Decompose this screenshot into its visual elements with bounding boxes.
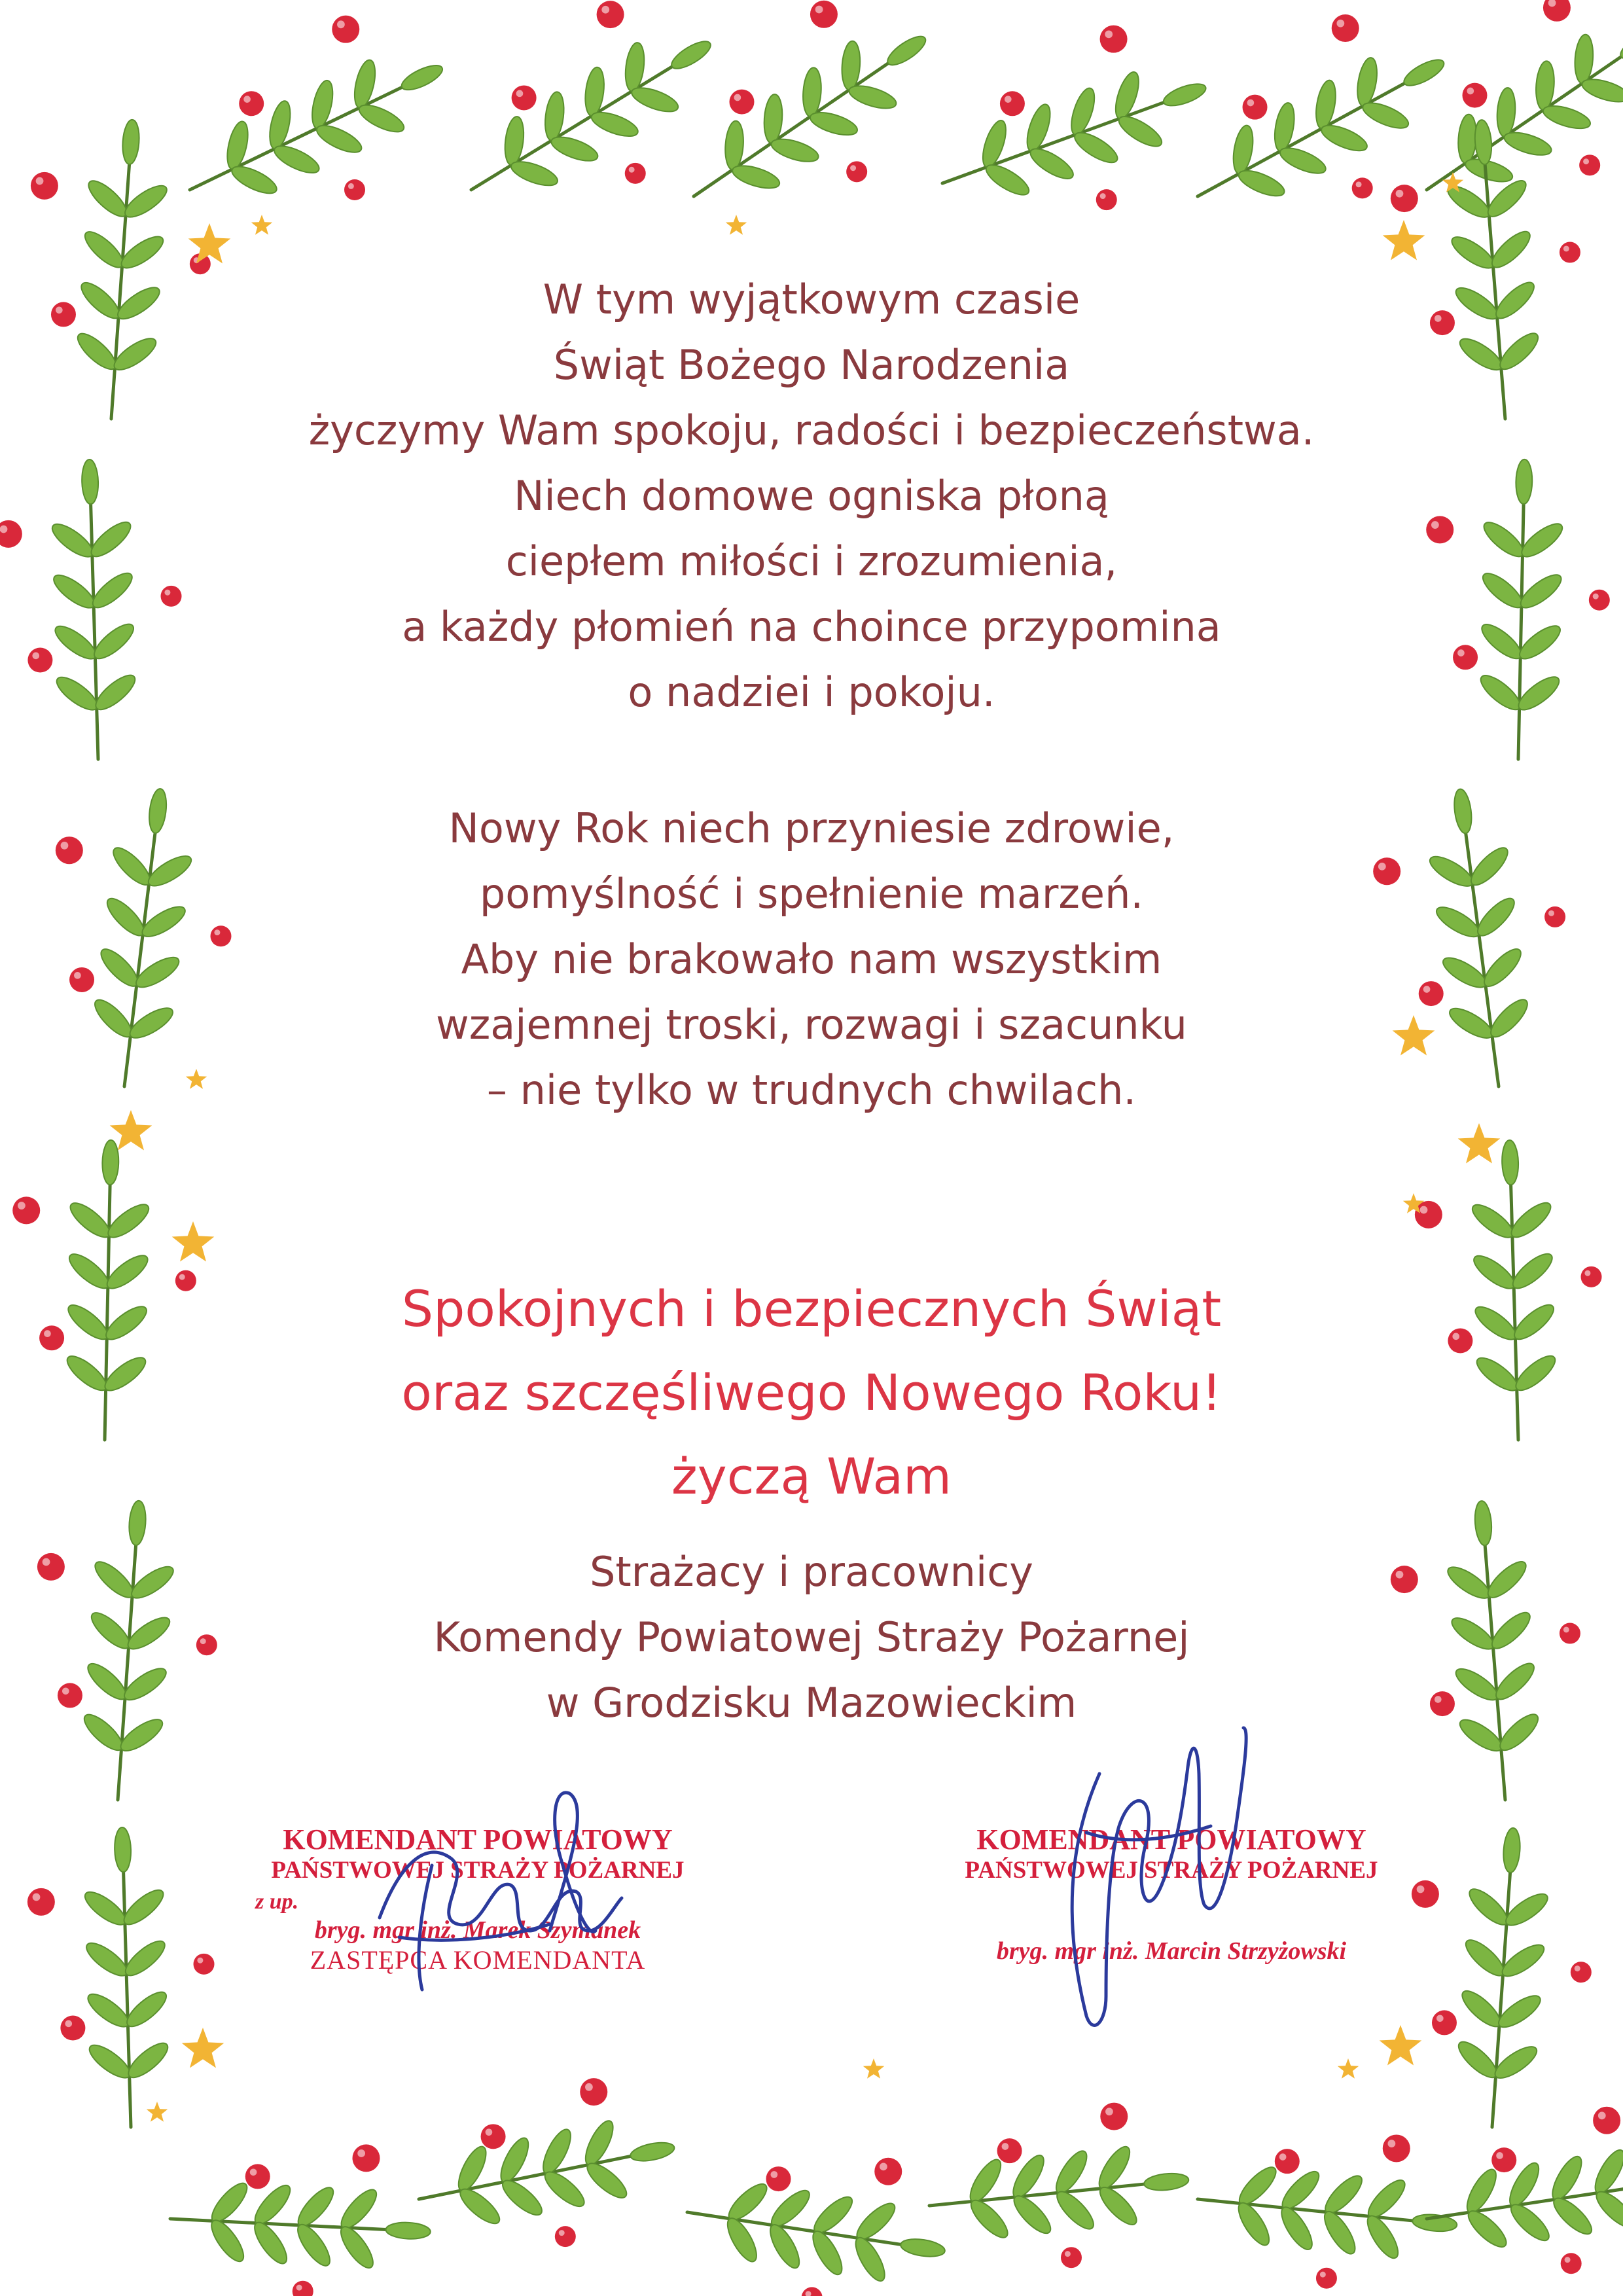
leaf-decoration [1495,1709,1543,1755]
berry-highlight-decoration [1563,245,1569,251]
berry-decoration [56,836,83,864]
leaf-decoration [120,1936,169,1981]
leaf-decoration [65,1249,114,1294]
berry-decoration [1593,2107,1620,2134]
leaf-decoration [629,83,681,117]
leaf-decoration [63,1300,113,1345]
leaf-decoration [1067,86,1099,138]
berry-decoration [580,2078,607,2106]
leaf-decoration [102,1140,119,1185]
berry-decoration [27,1888,55,1916]
berry-decoration [344,179,365,200]
leaf-decoration [1487,1607,1535,1654]
berry-highlight-decoration [36,177,44,185]
leaf-decoration [62,1351,111,1396]
berry-decoration [239,91,264,116]
berry-decoration [1426,516,1454,543]
berry-highlight-decoration [0,526,7,533]
greeting-line: życzymy Wam spokoju, radości i bezpieczeństwa. [308,406,1315,454]
new-year-line: Aby nie brakowało nam wszystkim [461,935,1162,983]
berry-decoration [1419,981,1444,1006]
star-decoration [147,2102,168,2122]
berry-highlight-decoration [1356,181,1362,187]
berry-highlight-decoration [18,1202,26,1210]
berry-decoration [1432,2010,1457,2035]
berry-decoration [1100,26,1128,53]
leaf-decoration [1516,459,1533,505]
leaf-decoration [1483,1556,1531,1603]
berry-decoration [874,2158,902,2185]
stamp-left-name: bryg. mgr inż. Marek Szymanek [314,1916,641,1944]
leaf-decoration [399,61,446,95]
berry-highlight-decoration [1005,96,1012,103]
stamp-left-title: KOMENDANT POWIATOWY [283,1823,673,1856]
leaf-decoration [1465,1884,1513,1930]
stem-decoration [190,87,402,190]
berry-highlight-decoration [601,6,609,14]
berry-highlight-decoration [1320,2272,1326,2278]
berry-highlight-decoration [197,1958,203,1964]
leaf-decoration [65,1198,115,1243]
berry-highlight-decoration [214,929,220,935]
leaf-decoration [899,2236,946,2259]
leaf-decoration [81,459,99,505]
leaf-decoration [1580,75,1623,106]
leaf-decoration [883,31,929,70]
berry-decoration [1383,2134,1410,2162]
star-decoration [863,2058,884,2079]
leaf-decoration [88,568,137,613]
leaf-decoration [1454,2037,1502,2083]
berry-decoration [1061,2247,1082,2268]
berry-highlight-decoration [1105,2108,1113,2115]
berry-highlight-decoration [1423,986,1431,993]
berry-decoration [12,1196,40,1224]
berry-decoration [1096,189,1117,210]
leaf-decoration [313,120,365,158]
leaf-decoration [1095,2182,1142,2230]
leaf-decoration [1115,111,1166,152]
berry-highlight-decoration [1496,2152,1503,2159]
berry-highlight-decoration [850,165,856,171]
berry-highlight-decoration [296,2285,302,2291]
berry-highlight-decoration [1563,1626,1569,1632]
wishes-line: Spokojnych i bezpiecznych Świąt [401,1280,1222,1338]
star-decoration [1380,2025,1422,2066]
berry-decoration [31,172,58,200]
leaf-decoration [1507,1198,1556,1243]
berry-decoration [196,1634,217,1655]
berry-decoration [1243,95,1268,120]
greeting-block [223,267,1400,725]
berry-highlight-decoration [1105,30,1113,38]
berry-decoration [332,16,359,43]
leaf-decoration [355,99,407,137]
new-year-block [223,796,1400,1123]
leaf-decoration [1466,842,1513,890]
leaf-decoration [271,141,323,178]
leaf-decoration [769,135,821,166]
leaf-decoration [1476,670,1525,715]
leaf-decoration [582,2158,632,2203]
berry-highlight-decoration [1420,1206,1428,1214]
leaf-decoration [1318,120,1370,156]
leaf-decoration [1461,1935,1509,1981]
berry-decoration [1453,645,1478,670]
star-decoration [1383,220,1425,260]
leaf-decoration [1473,119,1493,165]
leaf-decoration [508,157,561,190]
berry-highlight-decoration [1584,1270,1590,1276]
berry-highlight-decoration [43,1558,50,1566]
leaf-decoration [1502,128,1554,160]
berry-decoration [555,2226,576,2247]
berry-decoration [161,586,182,607]
leaf-decoration [455,2183,505,2229]
leaf-decoration [1502,1827,1522,1873]
berry-highlight-decoration [44,1330,51,1337]
berry-highlight-decoration [1435,315,1442,322]
berry-decoration [1316,2268,1337,2289]
leaf-decoration [1161,80,1209,111]
berry-decoration [729,90,754,115]
leaf-decoration [1491,1659,1539,1705]
leaf-decoration [982,160,1033,200]
greeting-line: o nadziei i pokoju. [628,668,995,716]
new-year-line: pomyślność i spełnienie marzeń. [479,870,1144,918]
greeting-line: ciepłem miłości i zrozumienia, [505,537,1118,585]
leaf-decoration [668,37,714,74]
new-year-line: wzajemnej troski, rozwagi i szacunku [436,1001,1187,1049]
greeting-line: a każdy płomień na choince przypomina [402,603,1221,651]
berry-highlight-decoration [1431,521,1439,529]
leaf-decoration [91,670,140,715]
leaf-decoration [1549,2193,1597,2239]
berry-highlight-decoration [62,1687,69,1695]
leaf-decoration [1143,2172,1189,2192]
star-decoration [1458,1123,1501,1164]
berry-decoration [810,1,838,28]
star-decoration [172,1221,215,1262]
berry-decoration [1571,1962,1592,1982]
leaf-decoration [1022,101,1054,154]
berry-decoration [597,1,624,28]
berry-highlight-decoration [1583,158,1589,164]
berry-decoration [1589,590,1610,611]
leaf-decoration [86,517,135,562]
berry-decoration [1000,91,1025,116]
signatories-block [223,1539,1400,1736]
stamp-right-title: KOMENDANT POWIATOWY [976,1823,1366,1856]
stamp-right-name: bryg. mgr inż. Marcin Strzyżowski [996,1937,1347,1965]
leaf-decoration [86,1607,135,1654]
berry-highlight-decoration [250,2168,257,2176]
berry-highlight-decoration [1575,1965,1580,1971]
leaf-decoration [1477,619,1526,664]
berry-decoration [27,648,52,673]
berry-decoration [846,161,867,182]
leaf-decoration [1473,1500,1493,1546]
stamp-left-role: ZASTĘPCA KOMENDANTA [310,1945,646,1975]
berry-decoration [1391,185,1418,212]
leaf-decoration [730,161,781,192]
berry-decoration [1561,2253,1582,2274]
berry-highlight-decoration [1396,190,1404,198]
leaf-decoration [1508,1249,1557,1294]
berry-highlight-decoration [1457,649,1465,656]
berry-highlight-decoration [1593,594,1599,600]
wishes-block [223,1267,1400,1518]
berry-decoration [293,2281,313,2296]
berry-decoration [1352,177,1373,198]
leaf-decoration [1483,175,1531,222]
berry-decoration [1560,1623,1580,1644]
berry-highlight-decoration [1548,910,1554,916]
leaf-decoration [1495,328,1543,374]
berry-decoration [1579,154,1600,175]
stamp-right-subtitle: PAŃSTWOWEJ STRAŻY POŻARNEJ [965,1857,1378,1884]
leaf-decoration [1111,69,1143,122]
signatories-line: w Grodzisku Mazowieckim [546,1679,1077,1727]
berry-decoration [69,967,94,992]
new-year-line: Nowy Rok niech przyniesie zdrowie, [448,804,1175,852]
leaf-decoration [1479,944,1526,992]
berry-highlight-decoration [32,653,39,660]
berry-highlight-decoration [65,2020,72,2028]
berry-highlight-decoration [1598,2111,1606,2119]
leaf-decoration [83,1659,132,1705]
leaf-decoration [1026,143,1077,184]
leaf-decoration [588,107,641,141]
berry-decoration [766,2166,791,2191]
stem-decoration [1198,83,1404,196]
berry-decoration [1462,83,1487,108]
berry-decoration [175,1270,196,1291]
berry-highlight-decoration [1279,2153,1287,2161]
berry-highlight-decoration [1100,193,1106,199]
leaf-decoration [385,2221,431,2240]
berry-decoration [1100,2103,1128,2130]
leaf-decoration [808,108,859,139]
leaf-decoration [228,161,280,198]
greeting-line: Świąt Bożego Narodzenia [553,341,1070,389]
leaf-decoration [540,2166,589,2212]
berry-highlight-decoration [1467,88,1474,95]
leaf-decoration [1463,2206,1511,2252]
berry-decoration [997,2138,1022,2163]
leaf-decoration [548,132,601,166]
leaf-decoration [1236,166,1287,201]
berry-decoration [1448,1329,1472,1354]
leaf-decoration [978,118,1010,170]
berry-highlight-decoration [33,1893,41,1901]
leaf-decoration [1457,1986,1506,2032]
berry-highlight-decoration [164,590,170,596]
wishes-line: oraz szczęśliwego Nowego Roku! [401,1363,1222,1422]
leaf-decoration [1541,101,1592,133]
leaf-decoration [1478,568,1527,613]
berry-highlight-decoration [243,96,251,103]
leaf-decoration [122,1986,171,2032]
leaf-decoration [1277,143,1329,178]
berry-decoration [58,1683,82,1708]
berry-highlight-decoration [516,90,524,98]
berry-highlight-decoration [1565,2257,1571,2263]
stamp-left-proxy: z up. [255,1890,299,1914]
signature-right [1047,1715,1283,2042]
star-decoration [251,215,272,235]
berry-highlight-decoration [880,2162,887,2170]
leaf-decoration [1400,55,1448,90]
berry-highlight-decoration [56,306,63,314]
berry-highlight-decoration [1452,1333,1459,1340]
leaf-decoration [90,619,139,664]
leaf-decoration [128,1500,147,1546]
berry-decoration [60,2016,85,2041]
berry-highlight-decoration [1436,2015,1444,2022]
leaf-decoration [207,2178,253,2227]
berry-decoration [1560,242,1580,263]
leaf-decoration [147,788,169,834]
leaf-decoration [1472,893,1520,941]
greeting-line: W tym wyjątkowym czasie [543,276,1080,323]
berry-highlight-decoration [357,2149,365,2157]
leaf-decoration [847,81,899,113]
berry-highlight-decoration [337,20,345,28]
leaf-decoration [77,278,125,324]
berry-decoration [37,1553,65,1581]
leaf-decoration [80,226,128,273]
leaf-decoration [966,2195,1013,2243]
berry-highlight-decoration [734,94,741,101]
new-year-line: – nie tylko w trudnych chwilach. [486,1066,1137,1114]
wishes-line: życzą Wam [671,1447,952,1505]
berry-highlight-decoration [179,1274,185,1280]
berry-decoration [1430,1691,1455,1716]
berry-highlight-decoration [559,2230,565,2236]
leaf-decoration [1071,127,1122,168]
leaf-decoration [1009,2191,1056,2238]
berry-decoration [1581,1266,1602,1287]
berry-highlight-decoration [1435,1696,1442,1703]
berry-decoration [0,520,22,548]
berry-highlight-decoration [74,972,81,979]
leaf-decoration [1479,517,1528,562]
leaf-decoration [73,329,121,375]
leaf-decoration [1511,1350,1560,1395]
berry-highlight-decoration [348,183,354,189]
berry-highlight-decoration [1336,20,1344,27]
leaf-decoration [124,2037,173,2083]
leaf-decoration [114,1827,132,1873]
leaf-decoration [1487,226,1535,273]
leaf-decoration [629,2140,676,2164]
star-decoration [182,2028,224,2068]
leaf-decoration [1052,2187,1099,2234]
berry-decoration [1332,14,1359,42]
star-decoration [186,1069,207,1089]
berry-decoration [481,2124,506,2149]
leaf-decoration [79,1710,128,1756]
berry-decoration [512,85,537,110]
berry-decoration [1491,2147,1516,2172]
leaf-decoration [1501,1140,1519,1185]
berry-decoration [1543,0,1571,22]
leaf-decoration [498,2175,547,2220]
greeting-line: Niech domowe ogniska płoną [514,472,1109,520]
star-decoration [1338,2058,1359,2079]
berry-highlight-decoration [1002,2143,1009,2150]
leaf-decoration [1491,278,1539,324]
leaf-decoration [293,2183,339,2231]
stamp-left-subtitle: PAŃSTWOWEJ STRAŻY POŻARNEJ [271,1857,685,1884]
berry-decoration [1430,310,1455,335]
berry-highlight-decoration [200,1638,206,1644]
berry-highlight-decoration [486,2128,493,2136]
berry-decoration [39,1325,64,1350]
leaf-decoration [1486,995,1533,1043]
berry-decoration [1275,2149,1300,2174]
berry-decoration [51,302,76,327]
leaf-decoration [90,1556,139,1603]
berry-decoration [1544,906,1565,927]
signatories-line: Strażacy i pracownicy [590,1548,1033,1596]
berry-highlight-decoration [771,2171,778,2178]
star-decoration [726,215,747,235]
berry-highlight-decoration [629,167,635,173]
berry-decoration [625,163,646,184]
berry-highlight-decoration [585,2083,593,2091]
signature-left [353,1767,641,2003]
leaf-decoration [119,1885,168,1930]
leaf-decoration [84,175,132,222]
berry-decoration [802,2287,823,2296]
leaf-decoration [1506,2199,1554,2246]
leaf-decoration [336,2185,382,2233]
berry-decoration [194,1954,215,1975]
berry-highlight-decoration [1247,99,1255,107]
berry-highlight-decoration [1065,2251,1071,2257]
berry-highlight-decoration [815,6,823,14]
leaf-decoration [121,119,141,165]
leaf-decoration [1510,1299,1559,1344]
leaf-decoration [1452,788,1474,834]
berry-highlight-decoration [1388,2140,1396,2147]
signatories-line: Komendy Powiatowej Straży Pożarnej [433,1613,1190,1661]
berry-decoration [352,2144,380,2172]
berry-decoration [245,2164,270,2189]
leaf-decoration [1359,98,1411,133]
berry-highlight-decoration [61,842,69,850]
